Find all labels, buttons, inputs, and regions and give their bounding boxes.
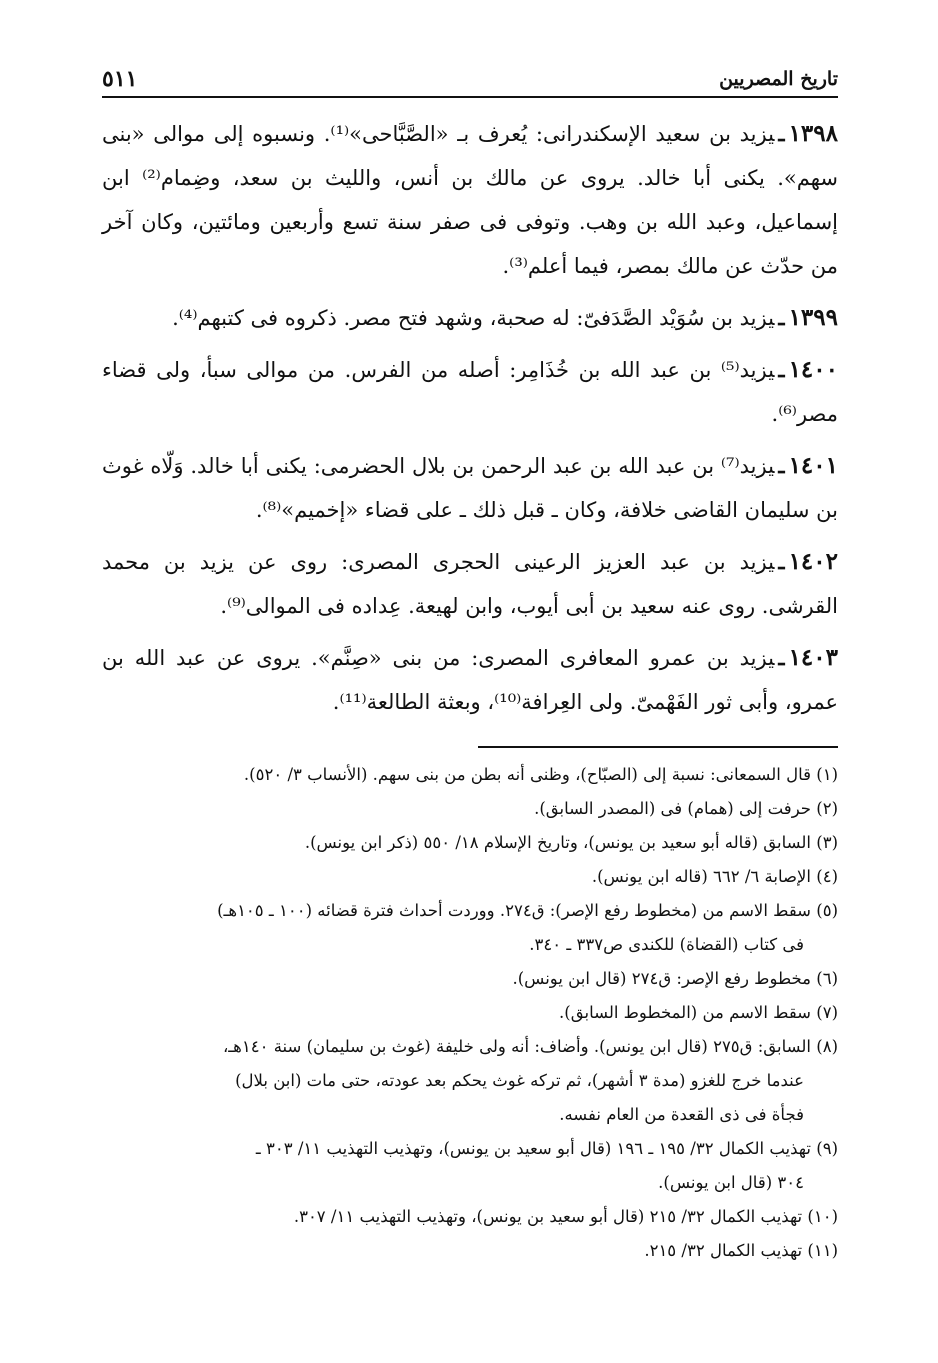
footnote-2: [102, 792, 838, 826]
footnote-8-continued: [102, 1098, 838, 1132]
entry-text: يزيد بن سُوَيْد الصَّدَفىّ: له صحبة، وشهد فتح مصر. ذكروه فى كتبهم⁽⁴⁾.: [172, 306, 775, 330]
entry-number: ١٤٠٢: [788, 548, 838, 575]
footnote-mark: (٣): [816, 833, 838, 852]
footnote-mark: (١١): [807, 1241, 838, 1260]
footnote-5: [102, 894, 838, 928]
entry-number: ١٣٩٨: [788, 120, 838, 147]
footnote-7: [102, 996, 838, 1030]
entry-number: ١٤٠٣: [788, 644, 838, 671]
footnote-text: حرفت إلى (همام) فى (المصدر السابق).: [534, 799, 811, 818]
footnote-text: سقط الاسم من (مخطوط رفع الإصر): ق٢٧٤. ووردت أحداث فترة قضائه (١٠٠ ـ ١٠٥هـ): [217, 901, 811, 920]
footnote-8-continued: [102, 1064, 838, 1098]
biography-entries: [102, 112, 838, 732]
footnote-text: السابق: ق٢٧٥ (قال ابن يونس). وأضاف: أنه ولى خليفة (غوث بن سليمان) سنة ١٤٠هـ،: [222, 1037, 811, 1056]
footnote-text: السابق (قاله أبو سعيد بن يونس)، وتاريخ الإسلام ١٨/ ٥٥٠ (ذكر ابن يونس).: [304, 833, 811, 852]
entry-text: يزيد⁽⁵⁾ بن عبد الله بن خُذَامِر: أصله من الفرس. من موالى سبأ، ولى قضاء مصر⁽⁶⁾.: [102, 358, 838, 426]
footnote-9: [102, 1132, 838, 1166]
footnote-text: تهذيب الكمال ٣٢/ ٢١٥ (قال أبو سعيد بن يونس)، وتهذيب التهذيب ١١/ ٣٠٧.: [293, 1207, 803, 1226]
footnote-9-continued: [102, 1166, 838, 1200]
footnotes: [102, 758, 838, 1268]
entry-text: يزيد بن عمرو المعافرى المصرى: من بنى «صِنَّم». يروى عن عبد الله بن عمرو، وأبى ثور الفَهْمىّ. ولى العِرافة⁽¹⁰⁾، وبعثة الطالعة⁽¹¹⁾.: [102, 646, 838, 714]
footnote-6: [102, 962, 838, 996]
running-title: تاريخ المصريين: [719, 68, 838, 90]
entry-text: يزيد بن سعيد الإسكندرانى: يُعرف بـ «الصَّبَّاحى»⁽¹⁾. ونسبوه إلى موالى «بنى سهم». يكنى أبا خالد. يروى عن مالك بن أنس، والليث بن سعد، وضِمام⁽²⁾ ابن إسماعيل، وعبد الله بن وهب. وتوفى فى صفر سنة تسع وأربعين ومائتين، وكان آخر من حدّث عن مالك بمصر، فيما أعلم⁽³⁾.: [102, 122, 839, 278]
footnote-text: الإصابة ٦/ ٦٦٢ (قاله ابن يونس).: [591, 867, 811, 886]
footnote-3: [102, 826, 838, 860]
footnote-mark: (٥): [816, 901, 838, 920]
footnote-text: سقط الاسم من (المخطوط السابق).: [559, 1003, 811, 1022]
footnote-text: فجأة فى ذى القعدة من العام نفسه.: [559, 1105, 804, 1124]
footnote-mark: (٤): [816, 867, 838, 886]
footnote-mark: (٦): [816, 969, 838, 988]
footnote-8: [102, 1030, 838, 1064]
footnote-mark: (٧): [816, 1003, 838, 1022]
footnote-11: [102, 1234, 838, 1268]
footnote-text: ٣٠٤ (قال ابن يونس).: [658, 1173, 804, 1192]
footnote-text: تهذيب الكمال ٣٢/ ١٩٥ ـ ١٩٦ (قال أبو سعيد بن يونس)، وتهذيب التهذيب ١١/ ٣٠٣ ـ: [255, 1139, 811, 1158]
footnote-mark: (١٠): [807, 1207, 838, 1226]
footnote-5-continued: [102, 928, 838, 962]
entry-number: ١٣٩٩: [788, 304, 838, 331]
entry-1403: ١٤٠٣ـيزيد بن عمرو المعافرى المصرى: من بنى «صِنَّم». يروى عن عبد الله بن عمرو، وأبى ثور الفَهْمىّ. ولى العِرافة⁽¹⁰⁾، وبعثة الطالعة⁽¹¹⁾.: [102, 644, 838, 714]
page-number: ٥١١: [102, 66, 138, 92]
footnote-separator: [478, 746, 838, 748]
entry-1398: ١٣٩٨ـيزيد بن سعيد الإسكندرانى: يُعرف بـ «الصَّبَّاحى»⁽¹⁾. ونسبوه إلى موالى «بنى سهم». يكنى أبا خالد. يروى عن مالك بن أنس، والليث بن سعد، وضِمام⁽²⁾ ابن إسماعيل، وعبد الله بن وهب. وتوفى فى صفر سنة تسع وأربعين ومائتين، وكان آخر من حدّث عن مالك بمصر، فيما أعلم⁽³⁾.: [102, 120, 839, 278]
entry-1402: ١٤٠٢ـيزيد بن عبد العزيز الرعينى الحجرى المصرى: روى عن يزيد بن محمد القرشى. روى عنه سعيد بن أبى أيوب، وابن لهيعة. عِداده فى الموالى⁽⁹⁾.: [102, 548, 838, 618]
footnote-mark: (٨): [816, 1037, 838, 1056]
entry-1399: ١٣٩٩ـيزيد بن سُوَيْد الصَّدَفىّ: له صحبة، وشهد فتح مصر. ذكروه فى كتبهم⁽⁴⁾.: [172, 304, 838, 331]
footnote-1: [102, 758, 838, 792]
footnote-4: [102, 860, 838, 894]
footnote-text: عندما خرج للغزو (مدة ٣ أشهر)، ثم تركه غوث يحكم بعد عودته، حتى مات (ابن بلال): [235, 1071, 804, 1090]
footnote-mark: (١): [816, 765, 838, 784]
entry-1400: ١٤٠٠ـيزيد⁽⁵⁾ بن عبد الله بن خُذَامِر: أصله من الفرس. من موالى سبأ، ولى قضاء مصر⁽⁶⁾.: [102, 356, 838, 426]
entry-text: يزيد⁽⁷⁾ بن عبد الله بن عبد الرحمن بن بلال الحضرمى: يكنى أبا خالد. وَلّاه غوث بن سليمان القاضى خلافة، وكان ـ قبل ذلك ـ على قضاء «إخميم»⁽⁸⁾.: [102, 454, 838, 522]
footnote-mark: (٢): [816, 799, 838, 818]
footnote-text: تهذيب الكمال ٣٢/ ٢١٥.: [644, 1241, 803, 1260]
footnote-mark: (٩): [816, 1139, 838, 1158]
footnote-text: فى كتاب (القضاة) للكندى ص٣٣٧ ـ ٣٤٠.: [529, 935, 804, 954]
entry-number: ١٤٠١: [788, 452, 838, 479]
entry-1401: ١٤٠١ـيزيد⁽⁷⁾ بن عبد الله بن عبد الرحمن بن بلال الحضرمى: يكنى أبا خالد. وَلّاه غوث بن سليمان القاضى خلافة، وكان ـ قبل ذلك ـ على قضاء «إخميم»⁽⁸⁾.: [102, 452, 838, 522]
footnote-text: مخطوط رفع الإصر: ق٢٧٤ (قال ابن يونس).: [512, 969, 811, 988]
running-header: [102, 62, 838, 98]
footnote-10: [102, 1200, 838, 1234]
entry-number: ١٤٠٠: [788, 356, 838, 383]
footnote-text: قال السمعانى: نسبة إلى (الصبّاح)، وظنى أنه بطن من بنى سهم. (الأنساب ٣/ ٥٢٠).: [243, 765, 811, 784]
entry-text: يزيد بن عبد العزيز الرعينى الحجرى المصرى: روى عن يزيد بن محمد القرشى. روى عنه سعيد بن أبى أيوب، وابن لهيعة. عِداده فى الموالى⁽⁹⁾.: [102, 550, 838, 618]
